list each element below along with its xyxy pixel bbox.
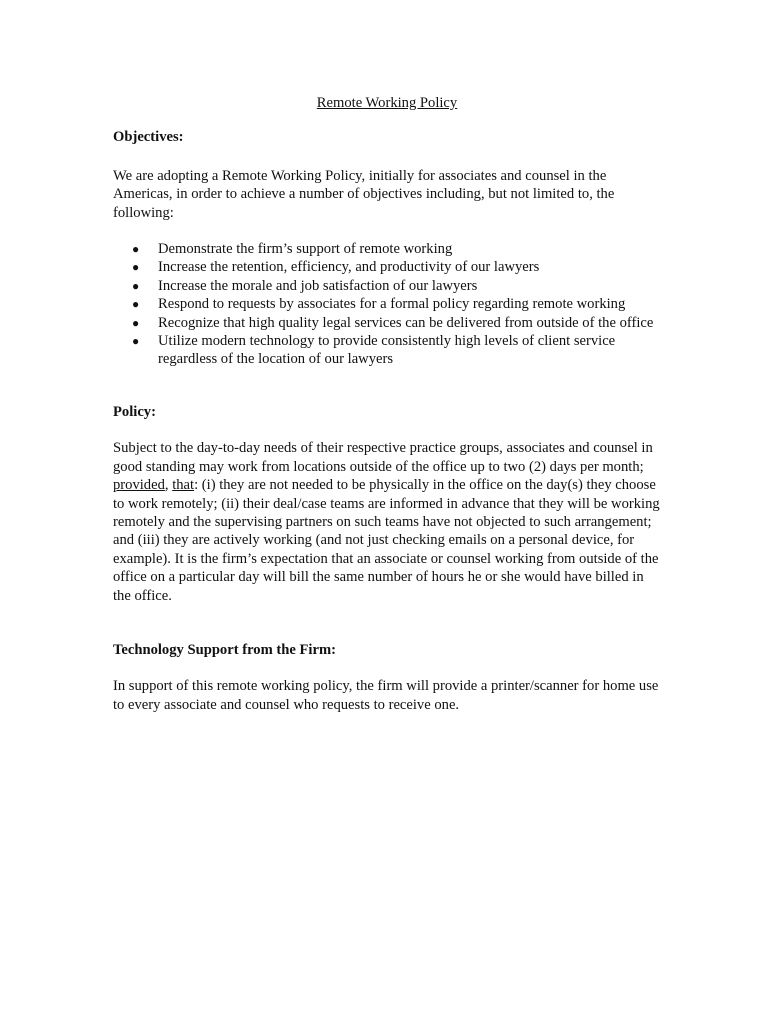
policy-that: that [172,477,195,494]
policy-text-start: Subject to the day-to-day needs of their respective practice groups, associates and counsel in good standing may work from locations outside of the office up to two (2) days per month; [113,440,653,475]
list-item [113,240,661,258]
policy-heading: Policy: [113,403,156,420]
bullet-icon: ● [132,260,140,275]
policy-provided: provided [113,477,165,494]
list-item [113,258,661,276]
list-item-text: Respond to requests by associates for a formal policy regarding remote working [158,296,626,313]
technology-paragraph: In support of this remote working policy, the firm will provide a printer/scanner for home use to every associate and counsel who requests to receive one. [113,678,659,713]
bullet-icon: ● [132,334,140,349]
bullet-icon: ● [132,297,140,312]
list-item-text: Increase the morale and job satisfaction of our lawyers [158,277,478,294]
list-item-text: Recognize that high quality legal services can be delivered from outside of the office [158,314,654,331]
list-item [113,332,661,369]
list-item-text: Demonstrate the firm’s support of remote working [158,241,453,258]
document-page [113,94,661,714]
list-item [113,314,661,332]
document-title: Remote Working Policy [316,95,458,111]
objectives-list [113,240,661,369]
list-item [113,295,661,313]
list-item-text: Utilize modern technology to provide consistently high levels of client service regardless of the location of our lawyers [158,333,616,368]
list-item-text: Increase the retention, efficiency, and productivity of our lawyers [158,259,540,276]
bullet-icon: ● [132,242,140,257]
bullet-icon: ● [132,315,140,330]
objectives-heading: Objectives: [113,129,184,146]
objectives-intro: We are adopting a Remote Working Policy, initially for associates and counsel in the Americas, in order to achieve a number of objectives including, but not limited to, the following: [113,167,615,221]
policy-separator: , [164,477,173,494]
list-item [113,277,661,295]
technology-heading: Technology Support from the Firm: [113,641,336,658]
policy-text-end: : (i) they are not needed to be physically in the office on the day(s) they choose to work remotely; (ii) their deal/case teams are informed in advance that they will be working remotely and the supervising partners on such teams have not objected to such arrangement; and (iii) they are actively working (and not just checking emails on a personal device, for example). It is the firm’s expectation that an associate or counsel working from outside of the office on a particular day will bill the same number of hours he or she would have billed in the office. [113,477,660,604]
policy-paragraph [113,439,661,605]
bullet-icon: ● [132,278,140,293]
